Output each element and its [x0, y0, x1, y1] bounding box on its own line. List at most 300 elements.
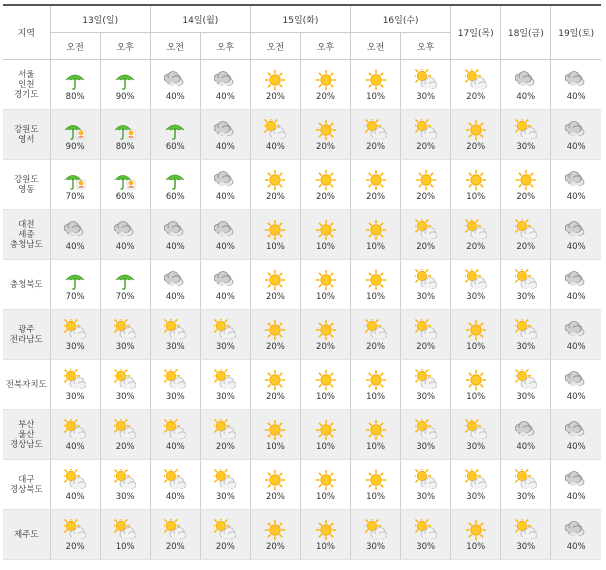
precip-probability: 10%: [466, 192, 486, 202]
precip-probability: 20%: [466, 242, 486, 252]
sun-cloud-icon: [64, 419, 86, 441]
sun-cloud-icon: [365, 519, 387, 541]
sun-cloud-icon: [515, 119, 537, 141]
sun-icon: [264, 519, 286, 541]
forecast-cell: [200, 210, 250, 260]
sun-cloud-icon: [214, 469, 236, 491]
forecast-cell: [551, 160, 601, 210]
forecast-cell: [200, 110, 250, 160]
sun-icon: [415, 169, 437, 191]
precip-probability: 70%: [65, 292, 85, 302]
forecast-cell: [551, 210, 601, 260]
forecast-cell: [300, 410, 350, 460]
precip-probability: 40%: [215, 292, 235, 302]
day-header: 16일(수): [351, 5, 451, 33]
cloud-icon: [214, 169, 236, 191]
sun-cloud-icon: [415, 269, 437, 291]
sun-cloud-icon: [415, 469, 437, 491]
sun-icon: [264, 169, 286, 191]
precip-probability: 10%: [316, 392, 335, 402]
umbrella-icon: [114, 69, 136, 91]
sun-cloud-icon: [64, 369, 86, 391]
region-label: 대전: [18, 219, 35, 230]
sun-icon: [465, 319, 487, 341]
region-label: 경상북도: [9, 484, 43, 495]
sun-icon: [264, 319, 286, 341]
precip-probability: 20%: [516, 192, 536, 202]
day-header: 14일(월): [150, 5, 250, 33]
cloud-icon: [515, 69, 537, 91]
forecast-cell: [250, 260, 300, 310]
table-row: [3, 260, 601, 310]
region-label: 울산: [18, 429, 35, 440]
precip-probability: 40%: [566, 442, 586, 452]
sun-icon: [264, 69, 286, 91]
precip-probability: 20%: [165, 542, 185, 552]
forecast-cell: [100, 310, 150, 360]
forecast-cell: [100, 460, 150, 510]
sun-cloud-icon: [114, 419, 136, 441]
precip-probability: 90%: [115, 92, 135, 102]
umbrella-sun-icon: [114, 119, 136, 141]
precip-probability: 60%: [115, 192, 135, 202]
umbrella-sun-icon: [64, 169, 86, 191]
region-label: 경상남도: [9, 439, 43, 450]
forecast-cell: [501, 510, 551, 560]
region-cell: [3, 410, 50, 460]
precip-probability: 40%: [566, 142, 586, 152]
precip-probability: 20%: [265, 292, 285, 302]
cloud-icon: [214, 119, 236, 141]
sun-icon: [315, 219, 337, 241]
cloud-icon: [114, 219, 136, 241]
forecast-cell: [150, 310, 200, 360]
precip-probability: 30%: [115, 392, 135, 402]
forecast-cell: [401, 410, 451, 460]
region-label: 전북자치도: [5, 379, 47, 390]
sun-cloud-icon: [164, 469, 186, 491]
precip-probability: 30%: [416, 492, 436, 502]
umbrella-icon: [164, 119, 186, 141]
sun-cloud-icon: [415, 69, 437, 91]
sun-cloud-icon: [114, 369, 136, 391]
forecast-cell: [250, 310, 300, 360]
precip-probability: 20%: [215, 542, 235, 552]
cloud-icon: [565, 269, 587, 291]
forecast-cell: [150, 210, 200, 260]
forecast-cell: [50, 410, 100, 460]
forecast-cell: [200, 160, 250, 210]
precip-probability: 40%: [566, 542, 586, 552]
precip-probability: 30%: [416, 292, 436, 302]
precip-probability: 30%: [516, 292, 536, 302]
region-label: 충청남도: [9, 239, 43, 250]
forecast-cell: [50, 160, 100, 210]
umbrella-sun-icon: [114, 169, 136, 191]
precip-probability: 40%: [165, 442, 185, 452]
forecast-cell: [100, 160, 150, 210]
sun-cloud-icon: [415, 419, 437, 441]
forecast-cell: [451, 510, 501, 560]
region-label: 광주: [18, 324, 35, 335]
sun-cloud-icon: [465, 419, 487, 441]
region-label: 충청북도: [9, 279, 43, 290]
weather-forecast-table: [3, 4, 601, 560]
forecast-cell: [451, 460, 501, 510]
forecast-cell: [50, 510, 100, 560]
sun-cloud-icon: [465, 469, 487, 491]
pm-header: 오후: [100, 33, 150, 60]
sun-icon: [264, 269, 286, 291]
forecast-cell: [351, 510, 401, 560]
forecast-cell: [150, 460, 200, 510]
forecast-cell: [451, 210, 501, 260]
precip-probability: 40%: [165, 292, 185, 302]
forecast-cell: [501, 310, 551, 360]
precip-probability: 30%: [516, 392, 536, 402]
cloud-icon: [565, 119, 587, 141]
forecast-cell: [250, 160, 300, 210]
table-row: [3, 160, 601, 210]
forecast-cell: [150, 260, 200, 310]
forecast-cell: [351, 110, 401, 160]
cloud-icon: [565, 169, 587, 191]
precip-probability: 30%: [416, 392, 436, 402]
table-row: [3, 360, 601, 410]
forecast-cell: [351, 310, 401, 360]
precip-probability: 10%: [366, 442, 386, 452]
forecast-cell: [451, 260, 501, 310]
precip-probability: 10%: [316, 542, 335, 552]
forecast-cell: [100, 510, 150, 560]
precip-probability: 40%: [215, 242, 235, 252]
sun-icon: [264, 469, 286, 491]
forecast-cell: [351, 210, 401, 260]
sun-cloud-icon: [64, 469, 86, 491]
precip-probability: 10%: [366, 292, 386, 302]
precip-probability: 20%: [516, 242, 536, 252]
forecast-cell: [551, 510, 601, 560]
sun-icon: [315, 369, 337, 391]
forecast-cell: [501, 360, 551, 410]
precip-probability: 30%: [416, 442, 436, 452]
forecast-cell: [401, 260, 451, 310]
forecast-cell: [501, 410, 551, 460]
forecast-cell: [451, 360, 501, 410]
forecast-cell: [300, 60, 350, 110]
region-cell: [3, 210, 50, 260]
precip-probability: 20%: [215, 442, 235, 452]
forecast-cell: [200, 460, 250, 510]
sun-cloud-icon: [64, 319, 86, 341]
sun-cloud-icon: [515, 319, 537, 341]
table-row: [3, 410, 601, 460]
cloud-icon: [164, 269, 186, 291]
table-row: [3, 110, 601, 160]
sun-cloud-icon: [415, 119, 437, 141]
sun-cloud-icon: [164, 369, 186, 391]
table-row: [3, 310, 601, 360]
region-label: 제주도: [13, 529, 39, 540]
forecast-cell: [551, 360, 601, 410]
day-header: 19일(토): [551, 5, 601, 60]
forecast-cell: [100, 360, 150, 410]
forecast-cell: [150, 410, 200, 460]
precip-probability: 60%: [165, 142, 185, 152]
precip-probability: 30%: [466, 442, 486, 452]
sun-cloud-icon: [264, 119, 286, 141]
precip-probability: 40%: [566, 342, 586, 352]
cloud-icon: [515, 419, 537, 441]
table-body: [3, 60, 601, 560]
sun-cloud-icon: [214, 369, 236, 391]
precip-probability: 10%: [316, 442, 335, 452]
forecast-cell: [351, 360, 401, 410]
sun-cloud-icon: [214, 419, 236, 441]
forecast-cell: [300, 310, 350, 360]
sun-cloud-icon: [64, 519, 86, 541]
region-header: 지역: [3, 5, 50, 60]
precip-probability: 40%: [215, 92, 235, 102]
sun-icon: [315, 319, 337, 341]
forecast-cell: [401, 510, 451, 560]
forecast-cell: [50, 260, 100, 310]
precip-probability: 30%: [366, 542, 386, 552]
forecast-cell: [401, 360, 451, 410]
precip-probability: 30%: [165, 392, 185, 402]
forecast-cell: [501, 110, 551, 160]
forecast-cell: [250, 210, 300, 260]
forecast-cell: [551, 110, 601, 160]
precip-probability: 20%: [366, 192, 386, 202]
forecast-cell: [150, 60, 200, 110]
forecast-cell: [451, 110, 501, 160]
day-header: 13일(일): [50, 5, 150, 33]
precip-probability: 20%: [65, 542, 85, 552]
region-label: 인천: [18, 79, 35, 90]
precip-probability: 10%: [115, 542, 135, 552]
sun-cloud-icon: [214, 319, 236, 341]
region-cell: [3, 110, 50, 160]
precip-probability: 20%: [416, 342, 436, 352]
forecast-cell: [100, 260, 150, 310]
precip-probability: 40%: [566, 92, 586, 102]
sun-cloud-icon: [465, 69, 487, 91]
precip-probability: 40%: [165, 242, 185, 252]
am-header: 오전: [50, 33, 100, 60]
precip-probability: 30%: [466, 492, 486, 502]
precip-probability: 10%: [265, 442, 285, 452]
forecast-cell: [200, 410, 250, 460]
region-cell: [3, 160, 50, 210]
pm-header: 오후: [200, 33, 250, 60]
precip-probability: 30%: [65, 342, 85, 352]
cloud-icon: [565, 369, 587, 391]
sun-cloud-icon: [164, 319, 186, 341]
precip-probability: 90%: [65, 142, 85, 152]
sun-cloud-icon: [114, 469, 136, 491]
sun-icon: [315, 269, 337, 291]
precip-probability: 20%: [265, 542, 285, 552]
region-label: 영동: [18, 184, 35, 195]
forecast-cell: [551, 310, 601, 360]
region-cell: [3, 310, 50, 360]
forecast-cell: [250, 360, 300, 410]
forecast-cell: [300, 210, 350, 260]
region-cell: [3, 360, 50, 410]
forecast-cell: [501, 460, 551, 510]
forecast-cell: [50, 310, 100, 360]
forecast-cell: [551, 60, 601, 110]
precip-probability: 20%: [316, 142, 335, 152]
sun-icon: [365, 169, 387, 191]
sun-icon: [465, 119, 487, 141]
forecast-cell: [351, 160, 401, 210]
forecast-cell: [300, 110, 350, 160]
forecast-cell: [50, 460, 100, 510]
sun-icon: [315, 469, 337, 491]
umbrella-icon: [114, 269, 136, 291]
day-header: 17일(목): [451, 5, 501, 60]
sun-icon: [264, 219, 286, 241]
precip-probability: 10%: [366, 492, 386, 502]
forecast-cell: [300, 260, 350, 310]
sun-icon: [465, 169, 487, 191]
cloud-icon: [164, 219, 186, 241]
sun-cloud-icon: [515, 219, 537, 241]
sun-icon: [315, 519, 337, 541]
region-label: 강원도: [13, 174, 39, 185]
precip-probability: 10%: [366, 392, 386, 402]
cloud-icon: [565, 519, 587, 541]
precip-probability: 40%: [215, 142, 235, 152]
sun-cloud-icon: [415, 219, 437, 241]
forecast-cell: [401, 460, 451, 510]
forecast-cell: [401, 110, 451, 160]
forecast-cell: [351, 60, 401, 110]
forecast-cell: [401, 310, 451, 360]
precip-probability: 20%: [416, 192, 436, 202]
forecast-cell: [250, 460, 300, 510]
cloud-icon: [565, 319, 587, 341]
forecast-cell: [300, 510, 350, 560]
region-label: 강원도: [13, 124, 39, 135]
sun-icon: [365, 219, 387, 241]
sun-icon: [365, 269, 387, 291]
table-row: [3, 460, 601, 510]
precip-probability: 30%: [516, 542, 536, 552]
table-row: [3, 60, 601, 110]
precip-probability: 40%: [265, 142, 285, 152]
forecast-cell: [250, 60, 300, 110]
region-label: 영서: [18, 134, 35, 145]
precip-probability: 40%: [566, 492, 586, 502]
precip-probability: 20%: [265, 92, 285, 102]
sun-icon: [465, 369, 487, 391]
forecast-cell: [300, 160, 350, 210]
precip-probability: 40%: [65, 492, 85, 502]
pm-header: 오후: [401, 33, 451, 60]
forecast-cell: [100, 410, 150, 460]
precip-probability: 30%: [165, 342, 185, 352]
sun-cloud-icon: [365, 119, 387, 141]
sun-icon: [264, 369, 286, 391]
sun-cloud-icon: [465, 269, 487, 291]
precip-probability: 30%: [215, 342, 235, 352]
region-cell: [3, 510, 50, 560]
day-header: 15일(화): [250, 5, 350, 33]
sun-cloud-icon: [365, 319, 387, 341]
precip-probability: 10%: [366, 242, 386, 252]
precip-probability: 20%: [416, 242, 436, 252]
forecast-cell: [100, 110, 150, 160]
precip-probability: 20%: [265, 192, 285, 202]
cloud-icon: [214, 69, 236, 91]
table-header: [3, 5, 601, 60]
precip-probability: 10%: [466, 342, 486, 352]
sun-icon: [465, 519, 487, 541]
precip-probability: 30%: [516, 342, 536, 352]
sun-icon: [515, 169, 537, 191]
precip-probability: 60%: [165, 192, 185, 202]
cloud-icon: [565, 469, 587, 491]
region-cell: [3, 60, 50, 110]
forecast-cell: [100, 60, 150, 110]
precip-probability: 40%: [566, 292, 586, 302]
forecast-cell: [351, 460, 401, 510]
precip-probability: 30%: [115, 492, 135, 502]
sun-cloud-icon: [515, 519, 537, 541]
forecast-cell: [50, 60, 100, 110]
day-header: 18일(금): [501, 5, 551, 60]
forecast-cell: [50, 360, 100, 410]
precip-probability: 30%: [516, 142, 536, 152]
precip-probability: 40%: [516, 442, 536, 452]
forecast-cell: [300, 460, 350, 510]
precip-probability: 80%: [65, 92, 85, 102]
sun-cloud-icon: [114, 319, 136, 341]
precip-probability: 20%: [416, 142, 436, 152]
sun-cloud-icon: [164, 419, 186, 441]
precip-probability: 20%: [366, 342, 386, 352]
forecast-cell: [150, 510, 200, 560]
sun-icon: [315, 119, 337, 141]
sun-cloud-icon: [164, 519, 186, 541]
forecast-cell: [300, 360, 350, 410]
forecast-cell: [100, 210, 150, 260]
table-row: [3, 210, 601, 260]
sun-icon: [365, 69, 387, 91]
precip-probability: 40%: [215, 192, 235, 202]
region-label: 부산: [18, 419, 35, 430]
sun-icon: [264, 419, 286, 441]
precip-probability: 10%: [366, 92, 386, 102]
forecast-cell: [250, 110, 300, 160]
precip-probability: 20%: [265, 392, 285, 402]
forecast-cell: [501, 160, 551, 210]
precip-probability: 10%: [316, 242, 335, 252]
forecast-cell: [200, 360, 250, 410]
sun-icon: [315, 169, 337, 191]
pm-header: 오후: [300, 33, 350, 60]
precip-probability: 40%: [65, 242, 85, 252]
cloud-icon: [565, 69, 587, 91]
sun-cloud-icon: [415, 369, 437, 391]
region-label: 경기도: [13, 89, 39, 100]
precip-probability: 20%: [316, 192, 335, 202]
precip-probability: 20%: [316, 342, 335, 352]
forecast-cell: [200, 310, 250, 360]
